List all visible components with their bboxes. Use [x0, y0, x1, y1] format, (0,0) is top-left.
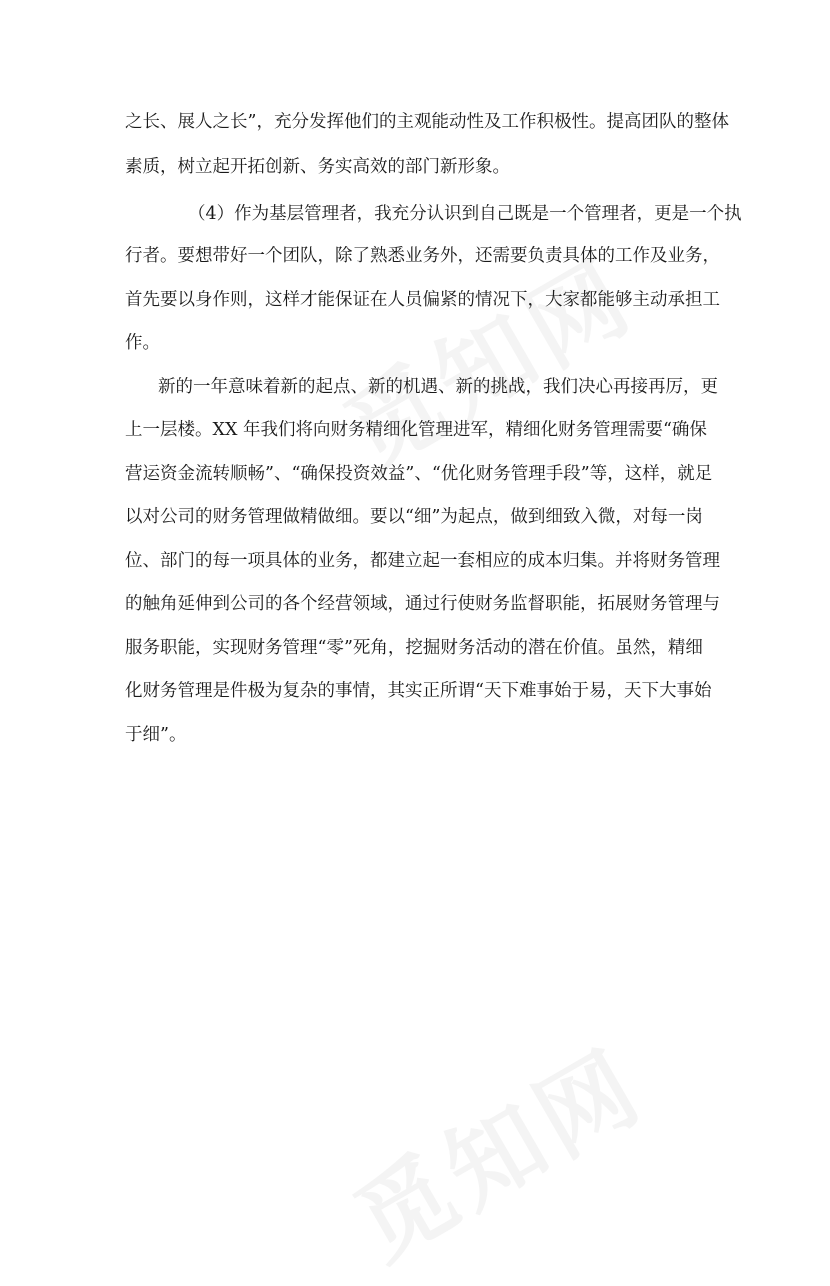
text-line: 新的一年意味着新的起点、新的机遇、新的挑战，我们决心再接再厉，更: [158, 377, 718, 397]
text-line: 化财务管理是件极为复杂的事情，其实正所谓“天下难事始于易，天下大事始: [125, 681, 712, 701]
text-line: （4）作为基层管理者，我充分认识到自己既是一个管理者，更是一个执: [188, 204, 742, 224]
text-line: 营运资金流转顺畅”、“确保投资效益”、“优化财务管理手段”等，这样，就足: [125, 464, 713, 484]
text-line: 以对公司的财务管理做精做细。要以“细”为起点，做到细致入微，对每一岗: [125, 507, 703, 527]
text-line: 服务职能，实现财务管理“零”死角，挖掘财务活动的潜在价值。虽然，精细: [125, 638, 703, 658]
text-line: 位、部门的每一项具体的业务，都建立起一套相应的成本归集。并将财务管理: [125, 551, 720, 571]
text-line: 于细”。: [125, 725, 187, 745]
text-line: 作。: [125, 333, 160, 353]
watermark: [327, 1011, 666, 1286]
text-line: 上一层楼。XX 年我们将向财务精细化管理进军，精细化财务管理需要“确保: [125, 420, 707, 440]
text-line: 行者。要想带好一个团队，除了熟悉业务外，还需要负责具体的工作及业务，: [125, 246, 720, 266]
text-line: 素质，树立起开拓创新、务实高效的部门新形象。: [125, 157, 510, 177]
text-line: 首先要以身作则，这样才能保证在人员偏紧的情况下，大家都能够主动承担工: [125, 290, 720, 310]
text-line: 的触角延伸到公司的各个经营领域，通过行使财务监督职能，拓展财务管理与: [125, 594, 720, 614]
text-line: 之长、展人之长”，充分发挥他们的主观能动性及工作积极性。提高团队的整体: [125, 112, 729, 132]
